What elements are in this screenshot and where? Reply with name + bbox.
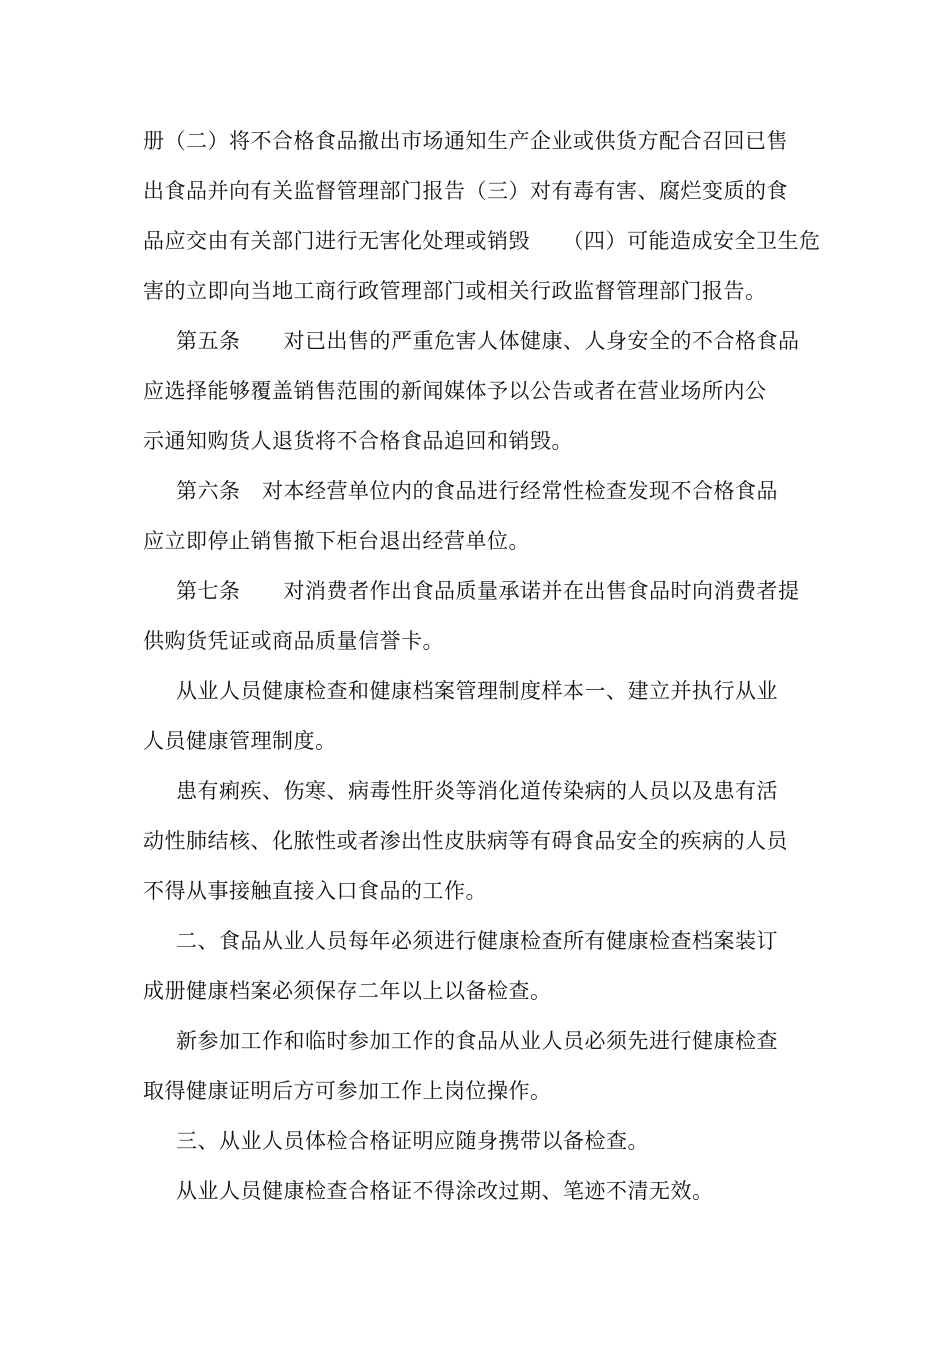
- text-line-20: 取得健康证明后方可参加工作上岗位操作。: [143, 1079, 552, 1103]
- text-line-2: 出食品并向有关监督管理部门报告（三）对有毒有害、腐烂变质的食: [143, 179, 788, 203]
- text-line-9: 应立即停止销售撤下柜台退出经营单位。: [143, 529, 530, 553]
- text-line-6: 应选择能够覆盖销售范围的新闻媒体予以公告或者在营业场所内公: [143, 379, 767, 403]
- text-line-11: 供购货凭证或商品质量信誉卡。: [143, 629, 444, 653]
- text-line-5: 第五条 对已出售的严重危害人体健康、人身安全的不合格食品: [176, 329, 800, 353]
- text-line-22: 从业人员健康检查合格证不得涂改过期、笔迹不清无效。: [176, 1179, 714, 1203]
- text-line-7: 示通知购货人退货将不合格食品追回和销毁。: [143, 429, 573, 453]
- text-line-18: 成册健康档案必须保存二年以上以备检查。: [143, 979, 552, 1003]
- text-line-14: 患有痢疾、伤寒、病毒性肝炎等消化道传染病的人员以及患有活: [176, 779, 778, 803]
- text-line-4: 害的立即向当地工商行政管理部门或相关行政监督管理部门报告。: [143, 279, 767, 303]
- text-line-15: 动性肺结核、化脓性或者渗出性皮肤病等有碍食品安全的疾病的人员: [143, 829, 788, 853]
- text-line-10: 第七条 对消费者作出食品质量承诺并在出售食品时向消费者提: [176, 579, 800, 603]
- text-line-1: 册（二）将不合格食品撤出市场通知生产企业或供货方配合召回已售: [143, 129, 788, 153]
- text-line-13: 人员健康管理制度。: [143, 729, 337, 753]
- text-line-3: 品应交由有关部门进行无害化处理或销毁 （四）可能造成安全卫生危: [143, 229, 821, 253]
- text-line-12: 从业人员健康检查和健康档案管理制度样本一、建立并执行从业: [176, 679, 778, 703]
- text-line-21: 三、从业人员体检合格证明应随身携带以备检查。: [176, 1129, 649, 1153]
- text-line-19: 新参加工作和临时参加工作的食品从业人员必须先进行健康检查: [176, 1029, 778, 1053]
- text-line-17: 二、食品从业人员每年必须进行健康检查所有健康检查档案装订: [176, 929, 778, 953]
- text-line-8: 第六条 对本经营单位内的食品进行经常性检查发现不合格食品: [176, 479, 778, 503]
- text-line-16: 不得从事接触直接入口食品的工作。: [143, 879, 487, 903]
